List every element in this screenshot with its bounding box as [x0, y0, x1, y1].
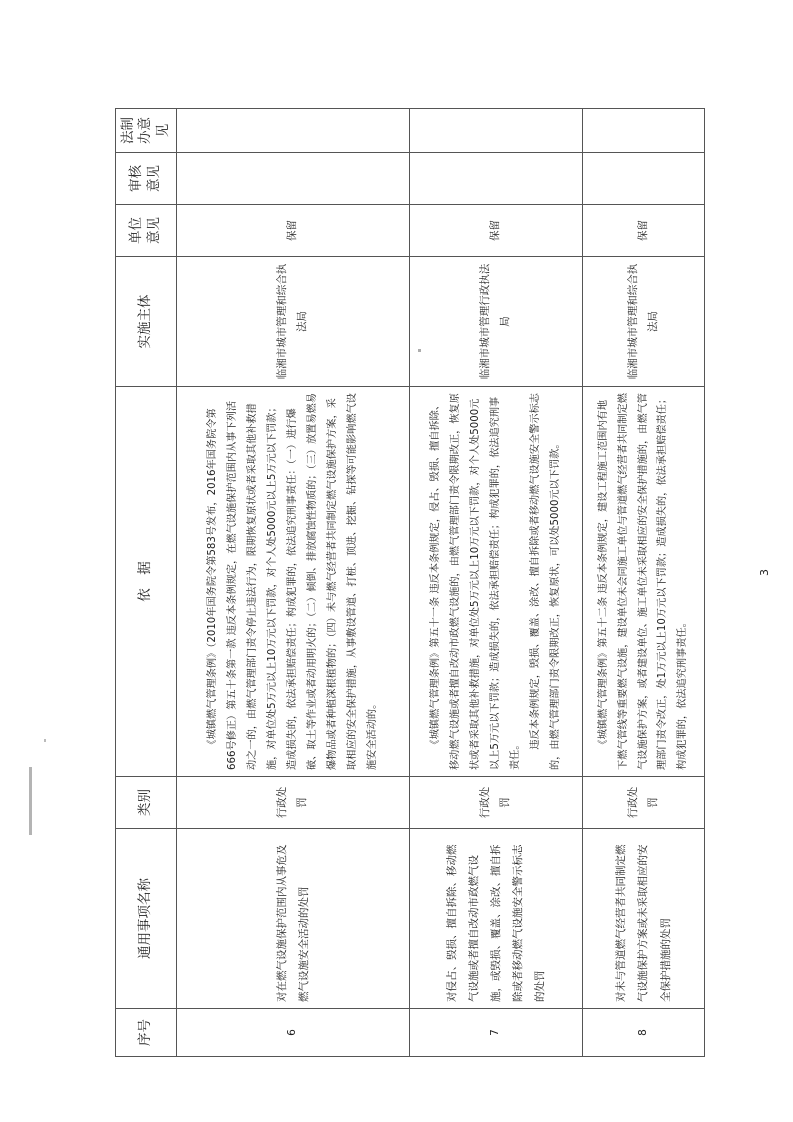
page-number: 3	[758, 569, 771, 576]
table-row	[410, 109, 583, 1057]
row-review-opinion	[177, 153, 410, 205]
row-review-opinion	[410, 153, 583, 205]
row-name: 对未与管道燃气经营者共同制定燃气设施保护方案或未采取相应的安全保护措施的处罚	[583, 829, 705, 1009]
row-legal-opinion	[583, 109, 705, 153]
header-name: 通用事项名称	[116, 829, 177, 1009]
header-category: 类别	[116, 777, 177, 829]
row-seq: 7	[410, 1009, 583, 1057]
table-row	[583, 109, 705, 1057]
header-legal-opinion: 法制办意见	[116, 109, 177, 153]
basis-paragraph: 《城镇燃气管理条例》第五十二条 违反本条例规定，建设工程施工范围内有地下燃气管线等重要燃气设施，建设单位未会同施工单位与管道燃气经营者共同制定燃气设施保护方案，或者建设单位、施工单位未采取相应的安全保护措施的，由燃气管理部门责令改正，处1万元以上10万元以下罚款；造成损失的，依法承担赔偿责任；构成犯罪的，依法追究刑事责任。	[597, 393, 689, 770]
row-subject: 临湘市城市管理和综合执法局	[583, 257, 705, 387]
matters-table	[115, 108, 705, 1057]
row-seq: 8	[583, 1009, 705, 1057]
header-subject: 实施主体	[116, 257, 177, 387]
header-unit-opinion: 单位意见	[116, 205, 177, 257]
row-category: 行政处罚	[583, 777, 705, 829]
row-basis	[583, 387, 705, 777]
row-basis	[410, 387, 583, 777]
row-unit-opinion: 保留	[410, 205, 583, 257]
row-subject: 临湘市城市管理行政执法局	[410, 257, 583, 387]
table-row	[177, 109, 410, 1057]
row-subject: 临湘市城市管理和综合执法局	[177, 257, 410, 387]
row-name: 对在燃气设施保护范围内从事危及燃气设施安全活动的处罚	[177, 829, 410, 1009]
row-name: 对侵占、毁损、擅自拆除、移动燃气设施或者擅自改动市政燃气设施，或毁损、覆盖、涂改、擅自拆除或者移动燃气设施安全警示标志的处罚	[410, 829, 583, 1009]
row-seq: 6	[177, 1009, 410, 1057]
basis-paragraph: 《城镇燃气管理条例》（2010年国务院令第583号发布，2016年国务院令第666号修正）第五十条第一款 违反本条例规定，在燃气设施保护范围内从事下列活动之一的，由燃气管理部门责令停止违法行为，限期恢复原状或者采取其他补救措施，对单位处5万元以上10万元以下罚款，对个人处5000元以上5万元以下罚款；造成损失的，依法承担赔偿责任；构成犯罪的，依法追究刑事责任：（一）进行爆破、取土等作业或者动用明火的；（二）倾倒、排放腐蚀性物质的；（三）放置易燃易爆物品或者种植深根植物的；（四）未与燃气经营者共同制定燃气设施保护方案，采取相应的安全保护措施，从事敷设管道、打桩、顶进、挖掘、钻探等可能影响燃气设施安全活动的。	[207, 393, 378, 770]
row-legal-opinion	[177, 109, 410, 153]
basis-paragraph: 违反本条例规定，毁损、覆盖、涂改、擅自拆除或者移动燃气设施安全警示标志的，由燃气管理部门责令限期改正，恢复原状，可以处5000元以下罚款。	[529, 393, 561, 770]
row-unit-opinion: 保留	[177, 205, 410, 257]
row-category: 行政处罚	[177, 777, 410, 829]
header-row	[116, 109, 177, 1057]
row-category: 行政处罚	[410, 777, 583, 829]
row-legal-opinion	[410, 109, 583, 153]
basis-paragraph: 《城镇燃气管理条例》第五十一条 违反本条例规定，侵占、毁损、擅自拆除、移动燃气设施或者擅自改动市政燃气设施的，由燃气管理部门责令限期改正，恢复原状或者采取其他补救措施，对单位处5万元以上10万元以下罚款，对个人处5000元以上5万元以下罚款；造成损失的，依法承担赔偿责任；构成犯罪的，依法追究刑事责任。	[430, 393, 521, 770]
header-basis: 依 据	[116, 387, 177, 777]
header-seq: 序号	[116, 1009, 177, 1057]
row-basis	[177, 387, 410, 777]
header-review-opinion: 审核意见	[116, 153, 177, 205]
row-unit-opinion: 保留	[583, 205, 705, 257]
row-review-opinion	[583, 153, 705, 205]
